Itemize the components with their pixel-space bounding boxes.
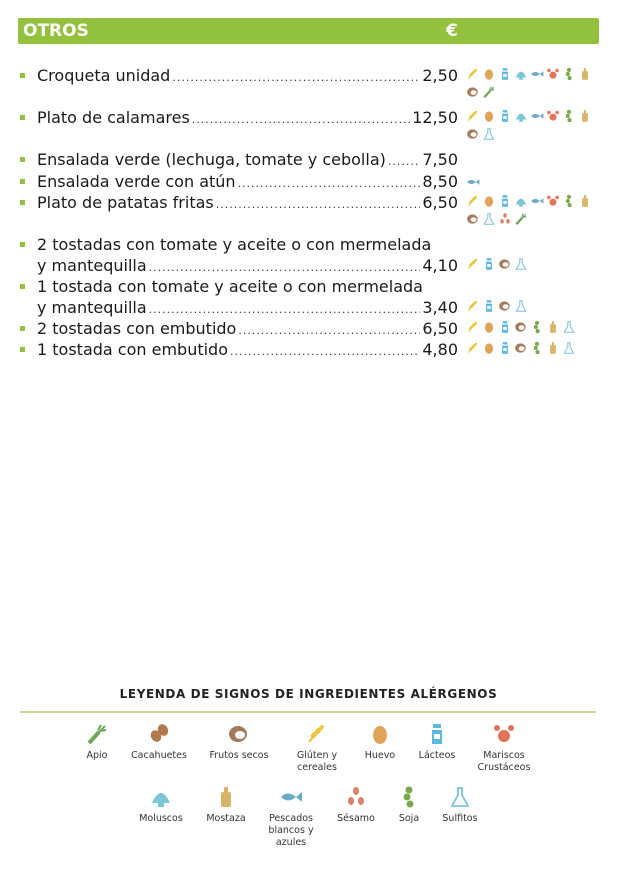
dot-leader: [149, 261, 421, 274]
sesamo-icon: [498, 211, 512, 226]
item-name: Ensalada verde con atún: [37, 172, 236, 191]
lacteos-icon: [482, 256, 496, 271]
pescado-icon: [530, 193, 544, 208]
bullet: [20, 347, 25, 352]
lacteos-icon: [399, 722, 475, 746]
legend-label: Huevo: [364, 750, 396, 761]
legend-label: Mostaza: [206, 813, 246, 824]
sulfitos-icon: [482, 126, 496, 141]
menu-item: [20, 172, 460, 192]
frutos-secos-icon: [514, 319, 528, 334]
frutos-secos-icon: [514, 340, 528, 355]
allergen-icons: [466, 319, 598, 337]
item-price: 4,10: [422, 256, 458, 275]
legend-title: LEYENDA DE SIGNOS DE INGREDIENTES ALÉRGENOS: [119, 687, 498, 701]
bullet: [20, 284, 25, 289]
mostaza-icon: [578, 66, 592, 81]
item-price: 2,50: [422, 66, 458, 85]
apio-icon: [514, 211, 528, 226]
item-price: 3,40: [422, 298, 458, 317]
mariscos-icon: [546, 193, 560, 208]
mostaza-icon: [578, 108, 592, 123]
menu-item: [20, 319, 460, 339]
dot-leader: [388, 155, 421, 168]
item-price: 12,50: [412, 108, 458, 127]
item-name: 1 tostada con embutido: [37, 340, 228, 359]
lacteos-icon: [498, 108, 512, 123]
mariscos-icon: [466, 722, 542, 746]
section-title: OTROS: [23, 21, 89, 41]
gluten-icon: [466, 108, 480, 123]
item-name-line2: y mantequilla: [37, 298, 147, 317]
lacteos-icon: [498, 340, 512, 355]
soja-icon: [562, 66, 576, 81]
gluten-icon: [466, 340, 480, 355]
apio-icon: [482, 84, 496, 99]
huevo-icon: [482, 193, 496, 208]
frutos-secos-icon: [498, 298, 512, 313]
allergen-icons: [466, 298, 598, 316]
dot-leader: [149, 303, 421, 316]
gluten-icon: [466, 193, 480, 208]
soja-icon: [530, 340, 544, 355]
sulfitos-icon: [562, 340, 576, 355]
sulfitos-icon: [514, 298, 528, 313]
allergen-icons: [466, 193, 598, 229]
dot-leader: [192, 113, 410, 126]
lacteos-icon: [498, 193, 512, 208]
bullet: [20, 73, 25, 78]
menu-item: [20, 277, 460, 297]
legend-entry: [422, 785, 498, 825]
gluten-icon: [466, 319, 480, 334]
bullet: [20, 242, 25, 247]
dot-leader: [238, 324, 420, 337]
item-price: 6,50: [422, 193, 458, 212]
frutos-secos-icon: [498, 256, 512, 271]
legend-label: Frutos secos: [209, 750, 269, 761]
frutos-secos-icon: [201, 722, 277, 746]
legend-label: Lácteos: [418, 750, 456, 761]
lacteos-icon: [498, 66, 512, 81]
menu-item: [20, 235, 460, 255]
gluten-icon: [466, 298, 480, 313]
legend-label: Sulfitos: [442, 813, 478, 824]
sulfitos-icon: [422, 785, 498, 809]
dot-leader: [238, 177, 421, 190]
pescado-icon: [466, 174, 480, 189]
dot-leader: [172, 71, 420, 84]
legend-label: Soja: [398, 813, 420, 824]
allergen-icons: [466, 174, 598, 192]
dot-leader: [230, 345, 420, 358]
allergen-icons: [466, 256, 598, 274]
allergen-icons: [466, 66, 598, 102]
huevo-icon: [482, 66, 496, 81]
legend-divider: [20, 711, 596, 713]
item-price: 4,80: [422, 340, 458, 359]
legend-label: Cacahuetes: [131, 750, 187, 761]
moluscos-icon: [514, 193, 528, 208]
mostaza-icon: [578, 193, 592, 208]
huevo-icon: [482, 319, 496, 334]
frutos-secos-icon: [466, 211, 480, 226]
huevo-icon: [482, 340, 496, 355]
menu-item: [20, 150, 460, 170]
legend-label: Sésamo: [337, 813, 375, 824]
legend-label: Moluscos: [139, 813, 183, 824]
item-name-line1: 2 tostadas con tomate y aceite o con mermelada: [37, 235, 432, 254]
item-name: 2 tostadas con embutido: [37, 319, 237, 338]
item-price: 8,50: [422, 172, 458, 191]
legend-entry: [121, 722, 197, 762]
mostaza-icon: [546, 319, 560, 334]
item-name-line2: y mantequilla: [37, 256, 147, 275]
item-price: 7,50: [422, 150, 458, 169]
mariscos-icon: [546, 108, 560, 123]
sulfitos-icon: [514, 256, 528, 271]
legend-label: Mariscos Crustáceos: [477, 750, 531, 773]
allergen-icons: [466, 108, 598, 144]
lacteos-icon: [498, 319, 512, 334]
menu-item: [20, 66, 460, 86]
item-name: Plato de calamares: [37, 108, 190, 127]
bullet: [20, 326, 25, 331]
currency-label: €: [446, 21, 458, 41]
pescado-icon: [530, 66, 544, 81]
sulfitos-icon: [562, 319, 576, 334]
legend-entry: [466, 722, 542, 774]
mariscos-icon: [546, 66, 560, 81]
cacahuetes-icon: [121, 722, 197, 746]
allergen-icons: [466, 340, 598, 358]
bullet: [20, 200, 25, 205]
lacteos-icon: [482, 298, 496, 313]
gluten-icon: [466, 256, 480, 271]
section-header: [18, 18, 599, 44]
frutos-secos-icon: [466, 126, 480, 141]
moluscos-icon: [514, 66, 528, 81]
menu-item: [20, 193, 460, 213]
item-name: Croqueta unidad: [37, 66, 171, 85]
pescado-icon: [530, 108, 544, 123]
huevo-icon: [482, 108, 496, 123]
menu-item-continuation: [20, 298, 460, 318]
legend-label: Apio: [86, 750, 108, 761]
item-price: 6,50: [422, 319, 458, 338]
moluscos-icon: [514, 108, 528, 123]
frutos-secos-icon: [466, 84, 480, 99]
bullet: [20, 115, 25, 120]
item-name-line1: 1 tostada con tomate y aceite o con mermelada: [37, 277, 423, 296]
legend-entry: [399, 722, 475, 762]
item-name: Ensalada verde (lechuga, tomate y cebolla): [37, 150, 386, 169]
menu-item: [20, 108, 460, 128]
bullet: [20, 179, 25, 184]
sulfitos-icon: [482, 211, 496, 226]
dot-leader: [216, 198, 421, 211]
bullet: [20, 157, 25, 162]
soja-icon: [530, 319, 544, 334]
legend-label: Glúten y cereales: [296, 750, 338, 773]
soja-icon: [562, 108, 576, 123]
soja-icon: [562, 193, 576, 208]
legend-entry: [201, 722, 277, 762]
legend-label: Pescados blancos y azules: [268, 813, 314, 848]
item-name: Plato de patatas fritas: [37, 193, 214, 212]
gluten-icon: [466, 66, 480, 81]
menu-item-continuation: [20, 256, 460, 276]
menu-item: [20, 340, 460, 360]
mostaza-icon: [546, 340, 560, 355]
